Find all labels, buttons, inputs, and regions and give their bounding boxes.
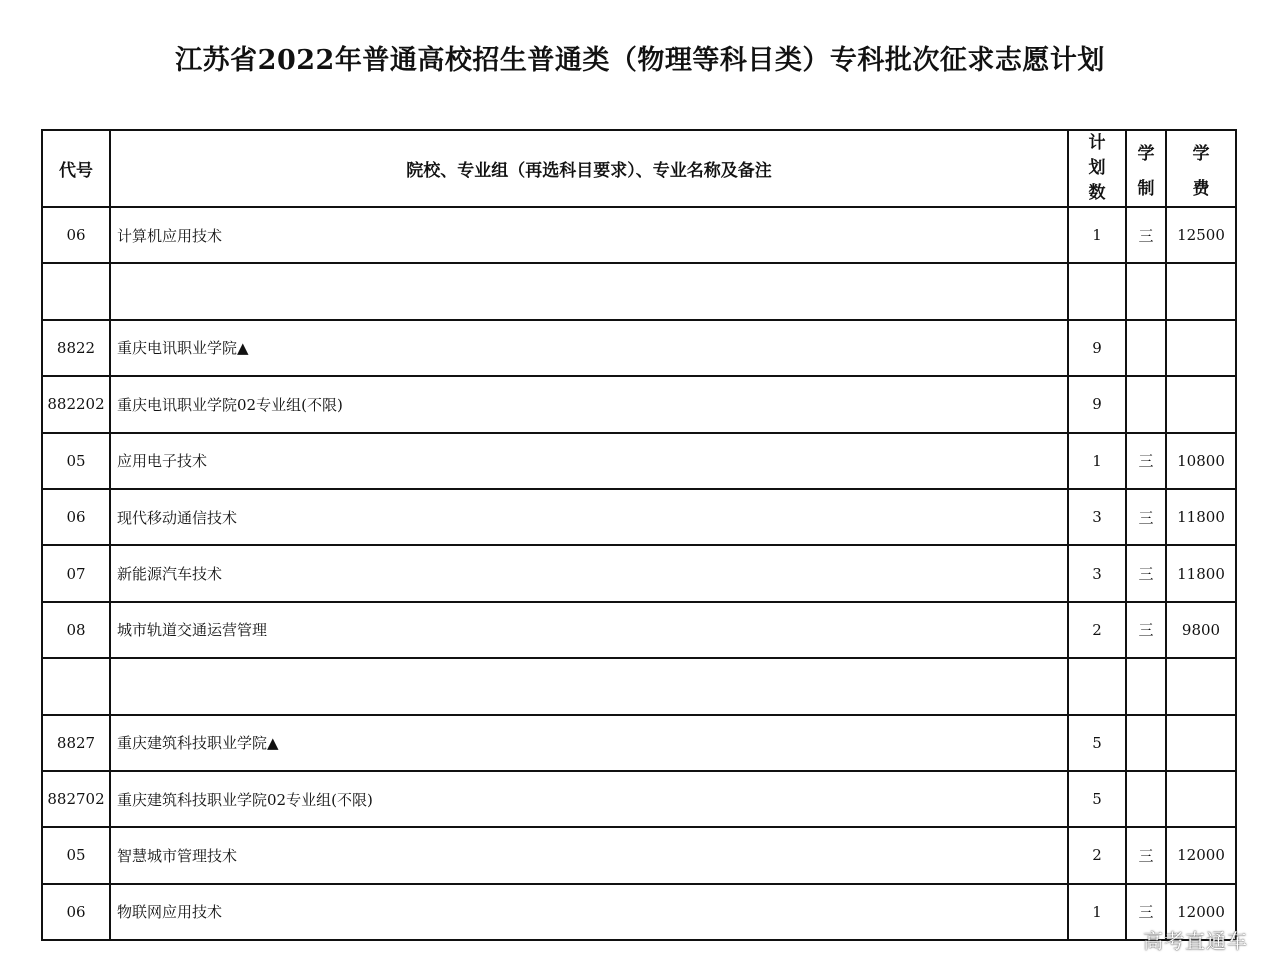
- table-row: [42, 207, 1236, 263]
- cell-fee: 10800: [1166, 433, 1236, 489]
- cell-code: 06: [42, 489, 110, 545]
- cell-code: [42, 658, 110, 714]
- cell-code: 8822: [42, 320, 110, 376]
- cell-plan-count: 2: [1068, 827, 1126, 883]
- table-row: [42, 827, 1236, 883]
- cell-code: 882202: [42, 376, 110, 432]
- cell-fee: [1166, 320, 1236, 376]
- cell-fee: 9800: [1166, 602, 1236, 658]
- table-row: [42, 884, 1236, 940]
- header-fee: [1166, 130, 1236, 207]
- cell-fee: 12000: [1166, 884, 1236, 940]
- cell-years: 三: [1126, 207, 1166, 263]
- cell-years: [1126, 263, 1166, 319]
- cell-years: 三: [1126, 545, 1166, 601]
- header-fee-char: 费: [1192, 178, 1210, 199]
- cell-name: 新能源汽车技术: [110, 545, 1068, 601]
- cell-years: 三: [1126, 433, 1166, 489]
- cell-fee: [1166, 263, 1236, 319]
- cell-fee: [1166, 771, 1236, 827]
- cell-name: [110, 658, 1068, 714]
- cell-name: 城市轨道交通运营管理: [110, 602, 1068, 658]
- cell-plan-count: 2: [1068, 602, 1126, 658]
- cell-plan-count: 5: [1068, 715, 1126, 771]
- cell-name: [110, 263, 1068, 319]
- header-fee-char: 学: [1192, 143, 1210, 164]
- cell-plan-count: 3: [1068, 545, 1126, 601]
- cell-code: 8827: [42, 715, 110, 771]
- table-row: [42, 602, 1236, 658]
- cell-plan-count: 9: [1068, 376, 1126, 432]
- header-code: 代号: [42, 130, 110, 207]
- cell-code: 882702: [42, 771, 110, 827]
- table-row: [42, 545, 1236, 601]
- cell-code: 06: [42, 207, 110, 263]
- cell-code: 07: [42, 545, 110, 601]
- cell-years: 三: [1126, 489, 1166, 545]
- cell-plan-count: 3: [1068, 489, 1126, 545]
- cell-years: [1126, 658, 1166, 714]
- cell-code: 05: [42, 827, 110, 883]
- table-row: [42, 771, 1236, 827]
- header-years-char: 制: [1137, 178, 1155, 199]
- header-years-char: 学: [1137, 143, 1155, 164]
- header-name: 院校、专业组（再选科目要求）、专业名称及备注: [110, 130, 1068, 207]
- page-title: 江苏省2022年普通高校招生普通类（物理等科目类）专科批次征求志愿计划: [175, 45, 1105, 76]
- table-row: [42, 376, 1236, 432]
- cell-plan-count: [1068, 658, 1126, 714]
- cell-fee: [1166, 376, 1236, 432]
- watermark: 高考直通车: [1143, 929, 1248, 953]
- cell-fee: 12000: [1166, 827, 1236, 883]
- table-row: [42, 658, 1236, 714]
- cell-years: [1126, 376, 1166, 432]
- cell-fee: 12500: [1166, 207, 1236, 263]
- cell-fee: 11800: [1166, 545, 1236, 601]
- cell-name: 重庆电讯职业学院02专业组(不限): [110, 376, 1068, 432]
- cell-name: 计算机应用技术: [110, 207, 1068, 263]
- header-plan-count-char: 计: [1088, 133, 1106, 153]
- cell-name: 应用电子技术: [110, 433, 1068, 489]
- cell-name: 重庆建筑科技职业学院02专业组(不限): [110, 771, 1068, 827]
- cell-plan-count: [1068, 263, 1126, 319]
- table-row: [42, 433, 1236, 489]
- header-years: [1126, 130, 1166, 207]
- enrollment-plan-table: [41, 129, 1237, 941]
- cell-plan-count: 5: [1068, 771, 1126, 827]
- cell-code: 05: [42, 433, 110, 489]
- table-row: [42, 489, 1236, 545]
- cell-name: 智慧城市管理技术: [110, 827, 1068, 883]
- cell-years: 三: [1126, 884, 1166, 940]
- cell-name: 现代移动通信技术: [110, 489, 1068, 545]
- cell-name: 重庆建筑科技职业学院▲: [110, 715, 1068, 771]
- cell-fee: 11800: [1166, 489, 1236, 545]
- cell-code: [42, 263, 110, 319]
- cell-years: [1126, 715, 1166, 771]
- cell-plan-count: 1: [1068, 884, 1126, 940]
- cell-code: 06: [42, 884, 110, 940]
- table-row: [42, 715, 1236, 771]
- cell-name: 重庆电讯职业学院▲: [110, 320, 1068, 376]
- cell-plan-count: 1: [1068, 207, 1126, 263]
- header-plan-count-char: 数: [1088, 183, 1106, 203]
- cell-plan-count: 1: [1068, 433, 1126, 489]
- table-header-row: [42, 130, 1236, 207]
- cell-years: 三: [1126, 827, 1166, 883]
- cell-fee: [1166, 715, 1236, 771]
- cell-name: 物联网应用技术: [110, 884, 1068, 940]
- header-plan-count: [1068, 130, 1126, 207]
- cell-fee: [1166, 658, 1236, 714]
- cell-plan-count: 9: [1068, 320, 1126, 376]
- table-row: [42, 263, 1236, 319]
- table-row: [42, 320, 1236, 376]
- cell-code: 08: [42, 602, 110, 658]
- cell-years: [1126, 320, 1166, 376]
- cell-years: [1126, 771, 1166, 827]
- cell-years: 三: [1126, 602, 1166, 658]
- header-plan-count-char: 划: [1088, 158, 1106, 178]
